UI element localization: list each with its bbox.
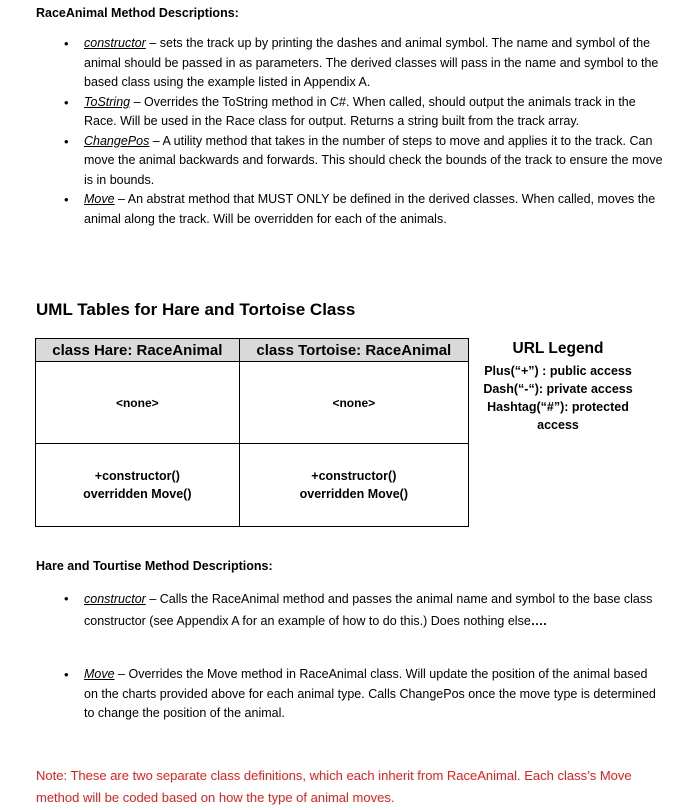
list-item: [0, 665, 664, 724]
bullet-icon: •: [64, 36, 69, 51]
legend-line-private: Dash(“-“): private access: [483, 382, 633, 396]
tortoise-methods: [239, 444, 468, 527]
tortoise-class-title: class Tortoise: RaceAnimal: [239, 339, 468, 362]
tortoise-method-constructor: +constructor(): [311, 469, 397, 483]
hare-method-move: overridden Move(): [83, 487, 192, 501]
bullet-icon: •: [64, 591, 69, 606]
ellipsis: ….: [530, 614, 547, 628]
hare-methods: [36, 444, 240, 527]
bullet-icon: •: [64, 133, 69, 149]
separator: –: [145, 592, 160, 606]
legend-title: URL Legend: [512, 340, 604, 357]
url-legend: [478, 340, 638, 434]
note-text: Note: These are two separate class definitions, which each inherit from RaceAnimal. Each class’s Move method will be coded based on how the type of animal moves.: [36, 768, 632, 805]
uml-table: [35, 338, 469, 527]
separator: –: [114, 192, 128, 206]
method-term: Move: [84, 667, 115, 681]
bullet-icon: •: [64, 94, 69, 110]
method-term: constructor: [84, 592, 146, 606]
method-description: An abstrat method that MUST ONLY be defined in the derived classes. When called, moves the animal along the track. Will be overridden for each of the animals.: [84, 192, 656, 226]
method-description: sets the track up by printing the dashes and animal symbol. The name and symbol of the animal should be passed in as parameters. The derived classes will pass in the name and symbol to the based class using the example listed in Appendix A.: [84, 36, 659, 89]
hare-class-title: class Hare: RaceAnimal: [36, 339, 240, 362]
list-item: [0, 190, 664, 229]
hare-tortoise-method-list: [0, 588, 664, 632]
uml-methods-row: [36, 444, 469, 527]
hare-tortoise-method-list-2: [0, 665, 664, 724]
list-item: [0, 132, 664, 191]
method-term: ChangePos: [84, 133, 150, 148]
method-term: ToString: [84, 94, 131, 109]
raceanimal-method-list: [0, 34, 664, 229]
separator: –: [149, 133, 163, 148]
list-item: [0, 34, 664, 93]
separator: –: [114, 667, 129, 681]
legend-line-protected: Hashtag(“#”): protected: [487, 400, 629, 414]
uml-header-row: [36, 339, 469, 362]
method-term: Move: [84, 192, 115, 206]
uml-attributes-row: [36, 362, 469, 444]
hare-method-constructor: +constructor(): [94, 469, 180, 483]
method-description: A utility method that takes in the number of steps to move and applies it to the track. Can move the animal backwards and forwards. This should check the bounds of the track to ensure the move is in bounds.: [84, 133, 663, 187]
bullet-icon: •: [64, 667, 69, 682]
separator: –: [145, 36, 160, 50]
uml-tables-heading: UML Tables for Hare and Tortoise Class: [36, 300, 356, 319]
list-item: [0, 588, 664, 632]
tortoise-attributes: <none>: [239, 362, 468, 444]
tortoise-method-move: overridden Move(): [299, 487, 408, 501]
list-item: [0, 93, 664, 132]
method-description: Overrides the Move method in RaceAnimal class. Will update the position of the animal based on the charts provided above for each animal type. Calls ChangePos once the move type is determined to change the position of the animal.: [84, 667, 656, 720]
separator: –: [130, 94, 144, 109]
raceanimal-methods-heading: RaceAnimal Method Descriptions:: [36, 6, 239, 20]
legend-line-access: access: [537, 418, 579, 432]
legend-line-public: Plus(“+”) : public access: [484, 364, 632, 378]
method-term: constructor: [84, 36, 146, 50]
hare-tortoise-methods-heading: Hare and Tourtise Method Descriptions:: [36, 559, 273, 573]
bullet-icon: •: [64, 192, 69, 207]
method-description: Calls the RaceAnimal method and passes the animal name and symbol to the base class constructor (see Appendix A for an example of how to do this.) Does nothing else: [84, 592, 653, 628]
method-description: Overrides the ToString method in C#. When called, should output the animals track in the Race. Will be used in the Race class for output. Returns a string built from the track array.: [84, 94, 636, 128]
hare-attributes: <none>: [36, 362, 240, 444]
